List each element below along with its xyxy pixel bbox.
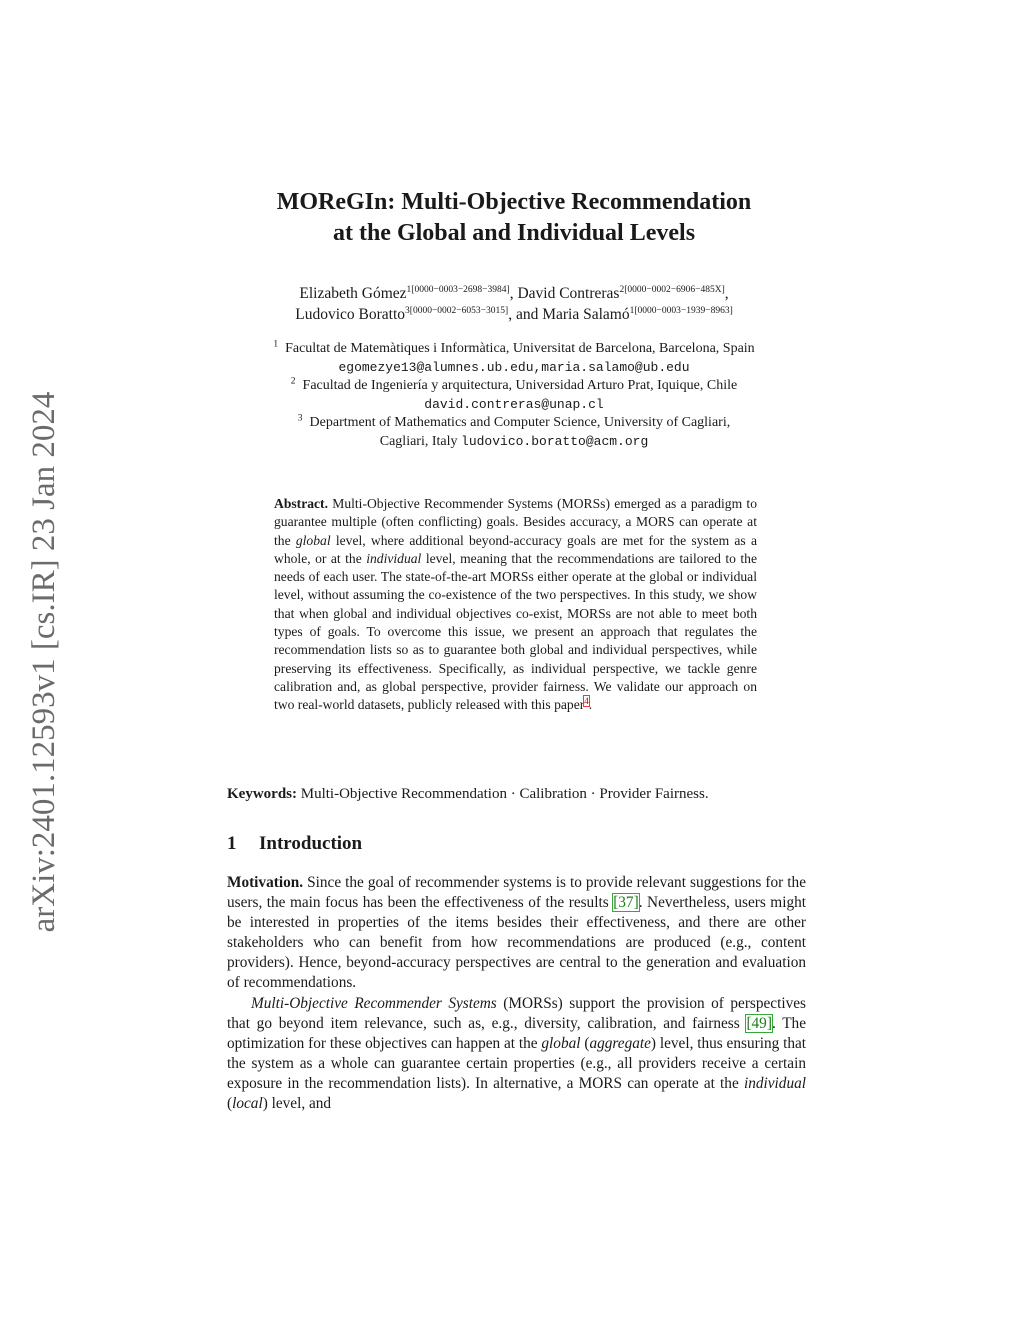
- affiliation-text: Facultad de Ingeniería y arquitectura, Universidad Arturo Prat, Iquique, Chile: [302, 378, 738, 393]
- author-orcid: [0000−0003−2698−3984]: [411, 284, 510, 295]
- paragraph-text: . Nevertheless, users might be interested in properties of the items besides their effectiveness, and there are other stakeholders who can benefit from how recommendations are produced (e.g., content providers). Hence, beyond-accuracy perspectives are central to the generation and evaluation of recommendations.: [227, 894, 807, 992]
- paragraph-text: (: [584, 1034, 590, 1052]
- author-name: Elizabeth Gómez: [299, 285, 407, 302]
- affiliation-number: 3: [297, 413, 303, 424]
- keywords-text: Multi-Objective Recommendation · Calibration · Provider Fairness.: [300, 786, 709, 802]
- author-affil-mark: 1: [406, 284, 412, 295]
- affiliation-email[interactable]: ludovico.boratto@acm.org: [461, 433, 649, 449]
- section-title: Introduction: [259, 833, 363, 854]
- keywords: [227, 784, 807, 804]
- section-heading: [227, 832, 627, 856]
- abstract-text: .: [588, 697, 593, 713]
- section-number: 1: [227, 833, 237, 854]
- author-list: [200, 283, 828, 325]
- affiliation-text: Facultat de Matemàtiques i Informàtica, Universitat de Barcelona, Barcelona, Spain: [285, 341, 755, 356]
- author-separator: ,: [509, 285, 518, 302]
- paragraph-emphasis: individual: [743, 1074, 806, 1092]
- citation-link[interactable]: [49]: [746, 1014, 772, 1032]
- abstract-emphasis: global: [295, 532, 331, 548]
- paragraph-text: ) level, and: [262, 1095, 332, 1113]
- affiliation-text: Cagliari, Italy: [379, 433, 458, 449]
- abstract-emphasis: individual: [366, 550, 422, 566]
- affiliation-email[interactable]: egomezye13@alumnes.ub.edu,maria.salamo@ub.edu: [338, 359, 690, 375]
- footnote-link[interactable]: 4: [584, 695, 589, 706]
- author-orcid: [0000−0002−6053−3015]: [409, 305, 509, 316]
- paragraph-text: Since the goal of recommender systems is to provide relevant suggestions for the users, the main focus has been the effectiveness of the results: [227, 874, 806, 912]
- citation-link[interactable]: [37]: [613, 894, 639, 912]
- paragraph-motivation: [227, 873, 806, 994]
- author-affil-mark: 2: [619, 284, 625, 295]
- paragraph-text: ) level, thus ensuring that the system as a whole can guarantee certain properties (e.g., all providers receive a certain exposure in the recommendation lists). In alternative, a MORS can operate at the: [227, 1034, 807, 1092]
- title-line-2: at the Global and Individual Levels: [332, 220, 696, 246]
- author-orcid: [0000−0002−6906−485X]: [624, 284, 725, 295]
- abstract-text: level, where additional beyond-accuracy goals are met for the system as a whole, or at the: [274, 532, 757, 566]
- paragraph-emphasis: aggregate: [589, 1034, 651, 1052]
- arxiv-identifier-stamp: arXiv:2401.12593v1 [cs.IR] 23 Jan 2024: [26, 391, 62, 933]
- section-body: [227, 873, 806, 1114]
- affiliation-list: [200, 340, 828, 451]
- abstract: [274, 495, 757, 715]
- affiliation-email[interactable]: david.contreras@unap.cl: [424, 396, 604, 412]
- paragraph-emphasis: Multi-Objective Recommender Systems: [251, 994, 497, 1012]
- paragraph-label: Motivation.: [227, 874, 304, 891]
- title-line-1: MOReGIn: Multi-Objective Recommendation: [276, 189, 752, 215]
- abstract-text: Multi-Objective Recommender Systems (MORSs) emerged as a paradigm to guarantee multiple (often conflicting) goals. Besides accuracy, a MORS can operate at the: [274, 496, 757, 548]
- affiliation-number: 1: [273, 339, 279, 350]
- author-name: Ludovico Boratto: [295, 306, 406, 323]
- paragraph-morss: [227, 994, 806, 1115]
- affiliation-number: 2: [290, 376, 296, 387]
- affiliation-3-line-2: [200, 433, 828, 452]
- paragraph-text: (MORSs) support the provision of perspectives that go beyond item relevance, such as, e.g., diversity, calibration, and fairness: [227, 994, 806, 1032]
- author-affil-mark: 1: [629, 305, 635, 316]
- abstract-label: Abstract.: [274, 496, 328, 511]
- paper-title: [200, 187, 828, 249]
- paragraph-emphasis: local: [232, 1095, 263, 1113]
- affiliation-1: [200, 340, 828, 359]
- author-affil-mark: 3: [405, 305, 410, 316]
- affiliation-2: [200, 377, 828, 396]
- paragraph-text: . The optimization for these objectives can happen at the: [227, 1014, 807, 1052]
- author-line-2: [200, 304, 828, 325]
- author-line-1: [200, 283, 828, 304]
- author-separator: ,: [724, 285, 729, 302]
- author-name: David Contreras: [517, 285, 620, 302]
- author-name: Maria Salamó: [542, 306, 630, 323]
- affiliation-3: [200, 414, 828, 433]
- author-separator: , and: [508, 306, 543, 323]
- affiliation-text: Department of Mathematics and Computer Science, University of Cagliari,: [309, 415, 731, 430]
- abstract-text: level, meaning that the recommendations are tailored to the needs of each user. The state-of-the-art MORSs either operate at the global or individual level, without assuming the co-existence of the two perspectives. In this study, we show that when global and individual objectives co-exist, MORSs are not able to meet both types of goals. To overcome this issue, we present an approach that regulates the recommendation lists so as to guarantee both global and individual perspectives, while preserving its effectiveness. Specifically, as individual perspective, we tackle genre calibration and, as global perspective, provider fairness. We validate our approach on two real-world datasets, publicly released with this paper: [274, 550, 758, 713]
- author-orcid: [0000−0003−1939−8963]: [634, 305, 733, 316]
- paragraph-text: (: [227, 1095, 233, 1113]
- keywords-label: Keywords:: [227, 786, 297, 802]
- paragraph-emphasis: global: [541, 1034, 581, 1052]
